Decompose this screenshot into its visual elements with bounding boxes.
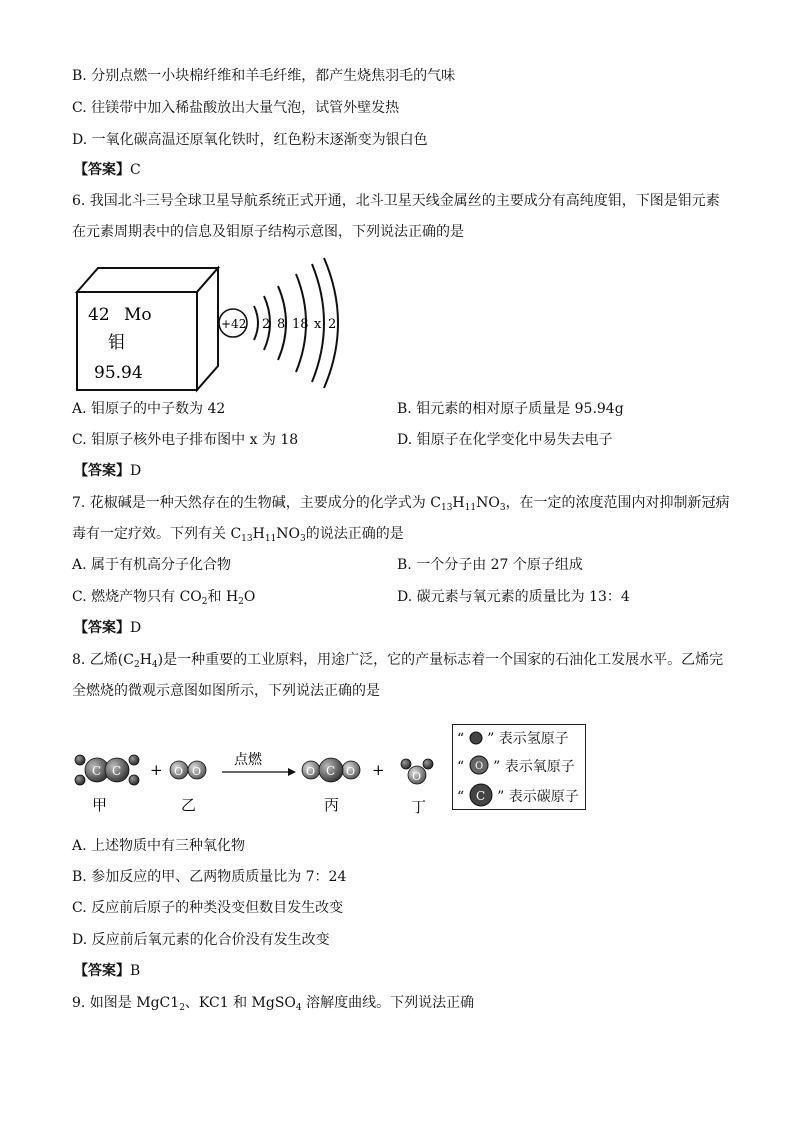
answer-tag: 【答案】 (74, 963, 130, 979)
q6-figure (70, 256, 370, 396)
formula-sub: 11 (464, 503, 477, 513)
q9-stem (72, 993, 474, 1013)
legend-oxygen (457, 755, 575, 776)
option-text: 和 H (207, 589, 239, 605)
formula-sub: 2 (133, 660, 140, 670)
answer-value: D (130, 463, 142, 479)
q7-answer (74, 618, 141, 638)
carbon-label: C (112, 764, 122, 778)
answer-tag: 【答案】 (74, 620, 130, 636)
formula-sub: 3 (300, 534, 306, 544)
oxygen-atom-icon (469, 755, 489, 775)
q5-option-c: C. 往镁带中加入稀盐酸放出大量气泡，试管外壁发热 (72, 100, 400, 116)
oxygen-label: O (474, 761, 483, 772)
molecule-yi (170, 761, 206, 779)
option-text: C. 燃烧产物只有 CO (72, 589, 202, 605)
q8-reaction-diagram (70, 742, 450, 822)
q7-stem-text: 7. 花椒碱是一种天然存在的生物碱，主要成分的化学式为 C (72, 495, 441, 511)
q9-stem-text: 溶解度曲线。下列说法正确 (301, 995, 475, 1011)
carbon-label: C (475, 789, 485, 803)
legend-hydrogen (457, 728, 569, 748)
label-yi: 乙 (181, 796, 197, 814)
formula-text: H (452, 495, 465, 511)
q7-stem-text: ，在一定的浓度范围内对抑制新冠病 (505, 495, 730, 511)
formula-sub: 4 (151, 660, 158, 670)
shell-2: 8 (277, 317, 286, 332)
legend-text: 表示氢原子 (498, 731, 569, 747)
formula-sub: 2 (201, 597, 208, 607)
q8-option-c: C. 反应前后原子的种类没变但数目发生改变 (72, 900, 344, 916)
nucleus-charge: +42 (221, 317, 247, 331)
plus-sign: + (150, 761, 163, 779)
answer-value: C (130, 162, 141, 178)
quote: ” (497, 789, 505, 805)
formula-sub: 13 (440, 503, 453, 513)
q6-option-d: D. 钼原子在化学变化中易失去电子 (397, 432, 613, 448)
oxygen-label: O (412, 770, 422, 783)
oxygen-label: O (174, 765, 184, 778)
quote: ” (487, 731, 495, 747)
shell-3: 18 (292, 317, 309, 332)
molecule-jia (75, 755, 139, 785)
oxygen-label: O (346, 765, 356, 778)
q8-stem-line1 (72, 650, 723, 670)
q8-option-d: D. 反应前后氧元素的化合价没有发生改变 (72, 932, 330, 948)
label-bing: 丙 (324, 796, 340, 814)
formula-text: NO (276, 526, 301, 542)
element-symbol: Mo (124, 305, 152, 325)
answer-tag: 【答案】 (74, 162, 130, 178)
plus-sign: + (372, 761, 385, 779)
legend-carbon (457, 783, 579, 807)
q7-option-a: A. 属于有机高分子化合物 (72, 557, 232, 573)
formula-sub: 3 (499, 503, 506, 513)
quote: ” (493, 759, 501, 775)
answer-value: B (130, 963, 141, 979)
label-ding: 丁 (411, 798, 427, 816)
q7-option-b: B. 一个分子由 27 个原子组成 (397, 557, 583, 573)
q6-option-a: A. 钼原子的中子数为 42 (72, 401, 226, 417)
q8-stem-line2: 全燃烧的微观示意图如图所示，下列说法正确的是 (72, 683, 380, 699)
q5-answer (74, 160, 141, 180)
molecule-bing (302, 758, 360, 782)
q5-option-b: B. 分别点燃一小块棉纤维和羊毛纤维，都产生烧焦羽毛的气味 (72, 68, 456, 84)
atom-structure-diagram (219, 258, 338, 388)
q9-stem-text: 9. 如图是 MgC1 (72, 995, 180, 1011)
formula-text: NO (476, 495, 500, 511)
q7-option-d: D. 碳元素与氧元素的质量比为 13：4 (397, 589, 630, 605)
legend-text: 表示碳原子 (508, 789, 579, 805)
carbon-label: C (92, 764, 102, 778)
q6-stem-line1: 6. 我国北斗三号全球卫星导航系统正式开通，北斗卫星天线金属丝的主要成分有高纯度钼，下图是钼元素 (72, 193, 720, 209)
carbon-atom-icon (469, 783, 493, 807)
formula-sub: 2 (238, 597, 244, 607)
quote: “ (457, 789, 465, 805)
q7-stem-line2 (72, 524, 404, 544)
q6-option-c: C. 钼原子核外电子排布图中 x 为 18 (72, 432, 299, 448)
q8-answer (74, 961, 140, 981)
q8-option-b: B. 参加反应的甲、乙两物质质量比为 7：24 (72, 869, 347, 885)
condition-label: 点燃 (234, 752, 262, 768)
shell-1: 2 (262, 317, 271, 332)
q6-option-b: B. 钼元素的相对原子质量是 95.94g (397, 401, 624, 417)
formula-sub: 13 (241, 534, 253, 544)
legend-text: 表示氧原子 (504, 759, 575, 775)
quote: “ (457, 731, 465, 747)
answer-tag: 【答案】 (74, 463, 130, 479)
q8-option-a: A. 上述物质中有三种氧化物 (72, 838, 246, 854)
q7-stem-line1 (72, 493, 730, 513)
formula-sub: 4 (295, 1003, 302, 1013)
q7-stem-text: 的说法正确的是 (305, 526, 404, 542)
shell-4: x (314, 317, 322, 332)
answer-value: D (130, 620, 142, 636)
q6-answer (74, 461, 141, 481)
molecule-ding (401, 759, 433, 784)
formula-text: H (252, 526, 265, 542)
q5-option-d: D. 一氧化碳高温还原氧化铁时，红色粉末逐渐变为银白色 (72, 132, 428, 148)
atom-legend (452, 724, 586, 810)
reaction-arrow (222, 751, 296, 776)
element-name: 钼 (108, 333, 125, 353)
q8-stem-text: H (139, 652, 152, 668)
atomic-number: 42 (88, 305, 110, 325)
q7-option-c (72, 587, 255, 607)
formula-sub: 2 (179, 1003, 185, 1013)
hydrogen-atom-icon (469, 731, 483, 745)
q8-stem-text: )是一种重要的工业原料，用途广泛，它的产量标志着一个国家的石油化工发展水平。乙烯完 (157, 652, 724, 668)
formula-sub: 11 (264, 534, 277, 544)
element-card (77, 268, 218, 390)
q7-stem-text: 毒有一定疗效。下列有关 C (72, 526, 242, 542)
carbon-label: C (326, 764, 336, 778)
q6-stem-line2: 在元素周期表中的信息及钼原子结构示意图，下列说法正确的是 (72, 224, 464, 240)
quote: “ (457, 759, 465, 775)
oxygen-label: O (192, 765, 202, 778)
oxygen-label: O (306, 765, 316, 778)
atomic-mass: 95.94 (94, 363, 143, 383)
label-jia: 甲 (92, 796, 108, 814)
option-text: O (243, 589, 256, 605)
q8-stem-text: 8. 乙烯(C (72, 652, 134, 668)
q9-stem-text: 、KC1 和 MgSO (184, 995, 296, 1011)
shell-5: 2 (328, 317, 337, 332)
